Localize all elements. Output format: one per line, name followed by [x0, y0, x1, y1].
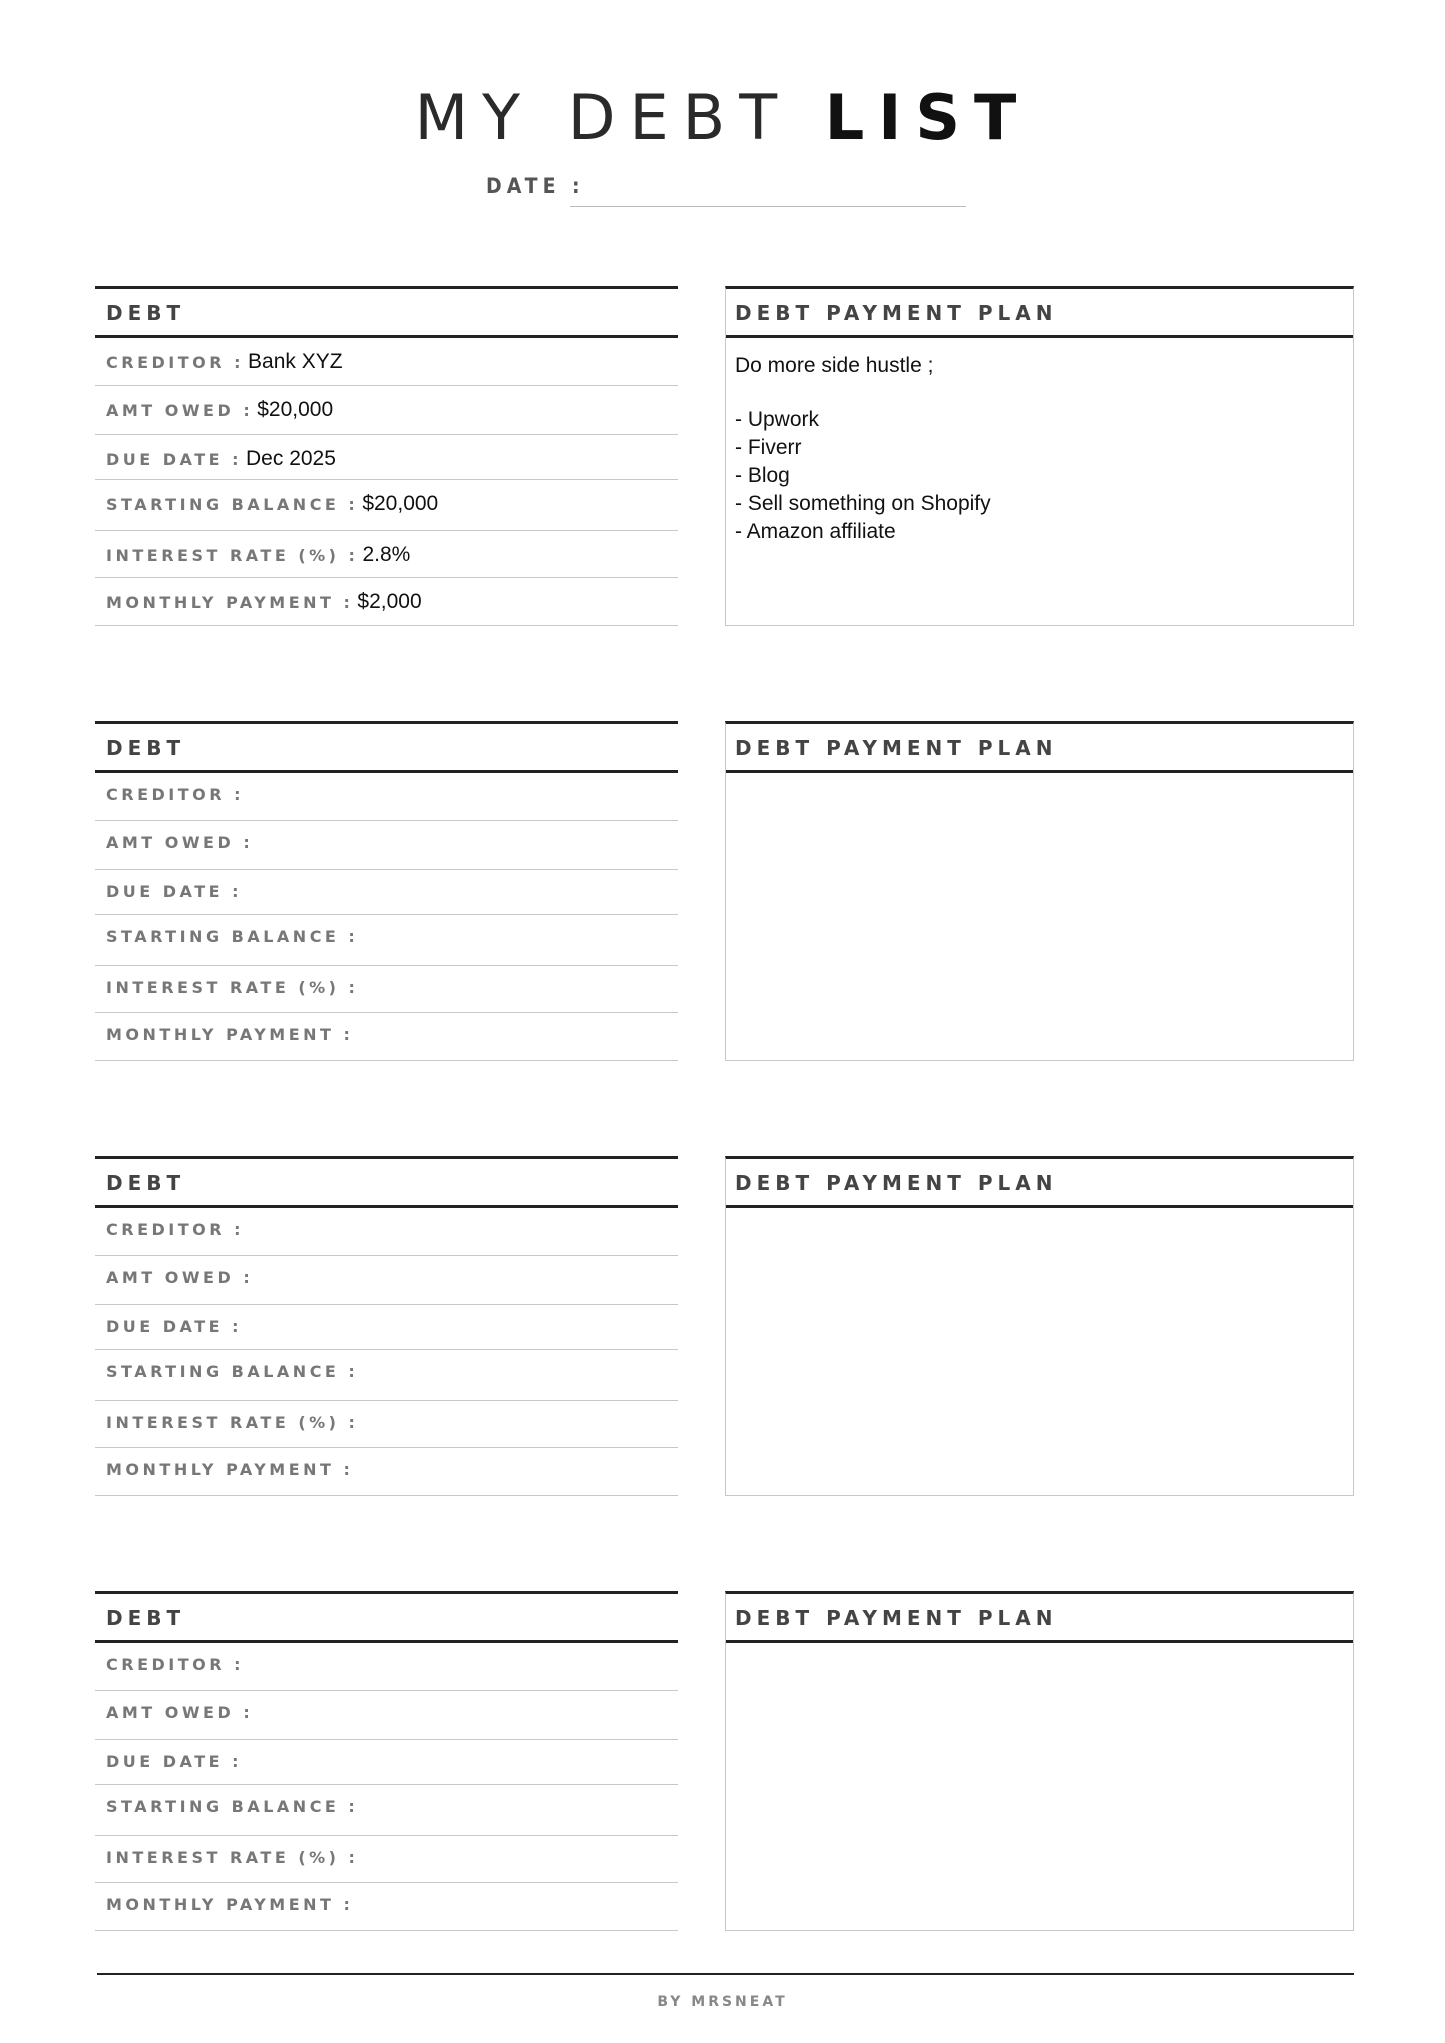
- debt-card-title: DEBT: [106, 1171, 186, 1195]
- plan-card-header: [726, 1159, 1353, 1208]
- due-date-row[interactable]: [95, 435, 678, 480]
- due-date-value: Dec 2025: [246, 447, 336, 470]
- amt-owed-row[interactable]: [95, 1691, 678, 1740]
- plan-item: - Sell something on Shopify: [735, 492, 991, 515]
- page-title: [0, 78, 1445, 158]
- footer-credit: BY MRSNEAT: [657, 1994, 788, 2010]
- interest-rate-row[interactable]: [95, 531, 678, 578]
- debt-card-1: [95, 286, 678, 626]
- debt-card-header: [95, 724, 678, 773]
- plan-notes[interactable]: [726, 1643, 1353, 1657]
- creditor-row[interactable]: [95, 1643, 678, 1691]
- starting-balance-value: $20,000: [362, 492, 439, 515]
- date-label: DATE :: [486, 174, 585, 198]
- interest-rate-row[interactable]: [95, 1401, 678, 1448]
- monthly-payment-label: MONTHLY PAYMENT :: [106, 1025, 354, 1044]
- due-date-row[interactable]: [95, 1305, 678, 1350]
- starting-balance-row[interactable]: [95, 1785, 678, 1836]
- interest-rate-label: INTEREST RATE (%) :: [106, 1413, 359, 1432]
- creditor-label: CREDITOR :: [106, 353, 245, 372]
- plan-item: - Blog: [735, 464, 790, 487]
- debt-card-header: [95, 1594, 678, 1643]
- starting-balance-row[interactable]: [95, 480, 678, 531]
- debt-card-title: DEBT: [106, 301, 186, 325]
- plan-notes[interactable]: [726, 1208, 1353, 1222]
- plan-item: - Fiverr: [735, 436, 802, 459]
- amt-owed-row[interactable]: [95, 386, 678, 435]
- debt-card-title: DEBT: [106, 736, 186, 760]
- plan-card-2: [725, 721, 1354, 1061]
- plan-card-1: [725, 286, 1354, 626]
- interest-rate-label: INTEREST RATE (%) :: [106, 546, 359, 565]
- due-date-label: DUE DATE :: [106, 1317, 243, 1336]
- plan-intro: Do more side hustle ;: [735, 354, 934, 377]
- date-row: [486, 174, 966, 210]
- debt-card-3: [95, 1156, 678, 1496]
- amt-owed-row[interactable]: [95, 1256, 678, 1305]
- debt-card-4: [95, 1591, 678, 1931]
- monthly-payment-row[interactable]: [95, 578, 678, 626]
- interest-rate-value: 2.8%: [362, 543, 411, 566]
- plan-card-title: DEBT PAYMENT PLAN: [735, 1606, 1058, 1630]
- plan-card-3: [725, 1156, 1354, 1496]
- interest-rate-label: INTEREST RATE (%) :: [106, 1848, 359, 1867]
- monthly-payment-label: MONTHLY PAYMENT :: [106, 1895, 354, 1914]
- amt-owed-label: AMT OWED :: [106, 401, 254, 420]
- plan-card-header: [726, 1594, 1353, 1643]
- monthly-payment-row[interactable]: [95, 1883, 678, 1931]
- debt-card-header: [95, 289, 678, 338]
- amt-owed-row[interactable]: [95, 821, 678, 870]
- amt-owed-label: AMT OWED :: [106, 1703, 254, 1722]
- plan-card-title: DEBT PAYMENT PLAN: [735, 301, 1058, 325]
- plan-notes[interactable]: [726, 338, 1353, 546]
- due-date-row[interactable]: [95, 870, 678, 915]
- plan-card-title: DEBT PAYMENT PLAN: [735, 1171, 1058, 1195]
- creditor-label: CREDITOR :: [106, 785, 245, 804]
- creditor-row[interactable]: [95, 1208, 678, 1256]
- monthly-payment-label: MONTHLY PAYMENT :: [106, 593, 354, 612]
- debt-card-title: DEBT: [106, 1606, 186, 1630]
- amt-owed-value: $20,000: [257, 398, 334, 421]
- creditor-value: Bank XYZ: [248, 350, 343, 373]
- interest-rate-row[interactable]: [95, 1836, 678, 1883]
- starting-balance-label: STARTING BALANCE :: [106, 1362, 359, 1381]
- starting-balance-label: STARTING BALANCE :: [106, 495, 359, 514]
- monthly-payment-value: $2,000: [357, 590, 422, 613]
- creditor-label: CREDITOR :: [106, 1220, 245, 1239]
- starting-balance-label: STARTING BALANCE :: [106, 927, 359, 946]
- creditor-row[interactable]: [95, 338, 678, 386]
- creditor-label: CREDITOR :: [106, 1655, 245, 1674]
- debt-card-header: [95, 1159, 678, 1208]
- due-date-label: DUE DATE :: [106, 882, 243, 901]
- due-date-label: DUE DATE :: [106, 450, 243, 469]
- plan-card-header: [726, 724, 1353, 773]
- plan-card-header: [726, 289, 1353, 338]
- starting-balance-row[interactable]: [95, 1350, 678, 1401]
- due-date-label: DUE DATE :: [106, 1752, 243, 1771]
- starting-balance-label: STARTING BALANCE :: [106, 1797, 359, 1816]
- title-part-1: MY DEBT: [414, 81, 792, 154]
- plan-notes[interactable]: [726, 773, 1353, 787]
- creditor-row[interactable]: [95, 773, 678, 821]
- title-part-2: LIST: [824, 81, 1031, 154]
- debt-card-2: [95, 721, 678, 1061]
- interest-rate-row[interactable]: [95, 966, 678, 1013]
- interest-rate-label: INTEREST RATE (%) :: [106, 978, 359, 997]
- plan-list: [735, 406, 1344, 546]
- monthly-payment-label: MONTHLY PAYMENT :: [106, 1460, 354, 1479]
- date-input-line[interactable]: [570, 206, 966, 207]
- amt-owed-label: AMT OWED :: [106, 833, 254, 852]
- footer-divider: [97, 1973, 1354, 1975]
- plan-card-title: DEBT PAYMENT PLAN: [735, 736, 1058, 760]
- monthly-payment-row[interactable]: [95, 1448, 678, 1496]
- starting-balance-row[interactable]: [95, 915, 678, 966]
- monthly-payment-row[interactable]: [95, 1013, 678, 1061]
- due-date-row[interactable]: [95, 1740, 678, 1785]
- amt-owed-label: AMT OWED :: [106, 1268, 254, 1287]
- plan-item: - Upwork: [735, 408, 820, 431]
- plan-card-4: [725, 1591, 1354, 1931]
- plan-item: - Amazon affiliate: [735, 520, 896, 543]
